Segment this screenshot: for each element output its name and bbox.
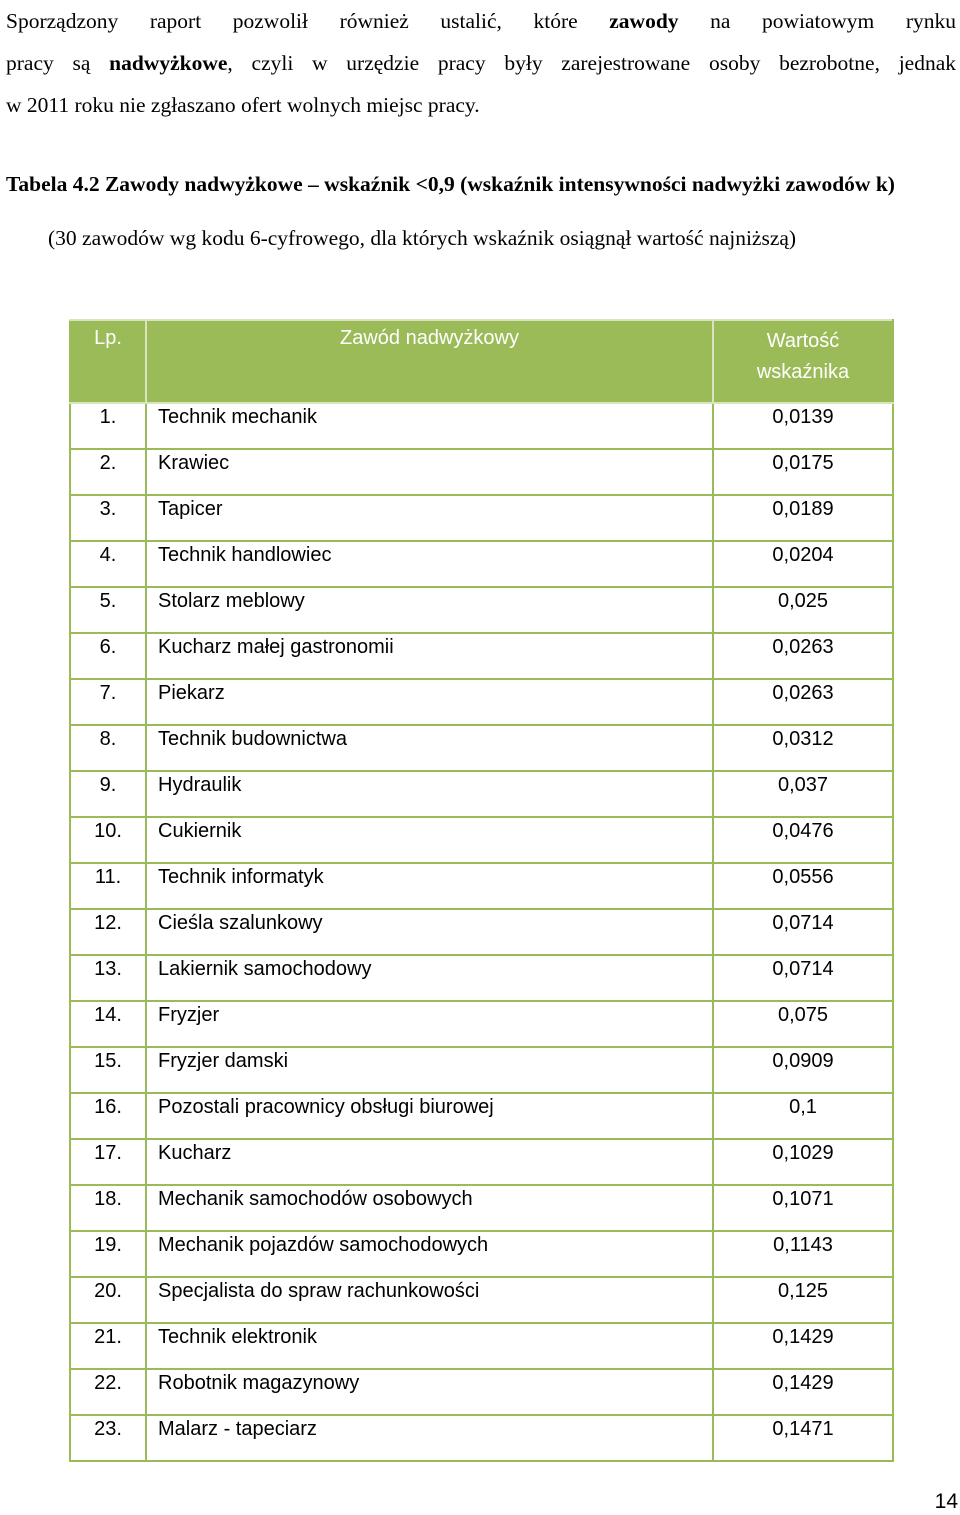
table-row xyxy=(70,1415,893,1461)
row-value: 0,1143 xyxy=(713,1231,893,1277)
row-value: 0,0556 xyxy=(713,863,893,909)
page-number: 14 xyxy=(934,1490,958,1513)
table-row xyxy=(70,403,893,449)
row-number: 14. xyxy=(70,1001,146,1047)
row-value: 0,0312 xyxy=(713,725,893,771)
row-occupation: Piekarz xyxy=(146,679,713,725)
table-row xyxy=(70,771,893,817)
row-occupation: Mechanik pojazdów samochodowych xyxy=(146,1231,713,1277)
row-value: 0,0263 xyxy=(713,679,893,725)
row-occupation: Kucharz małej gastronomii xyxy=(146,633,713,679)
row-number: 2. xyxy=(70,449,146,495)
row-occupation: Tapicer xyxy=(146,495,713,541)
table-row xyxy=(70,1047,893,1093)
row-number: 23. xyxy=(70,1415,146,1461)
table-row xyxy=(70,679,893,725)
table-row xyxy=(70,495,893,541)
row-occupation: Technik mechanik xyxy=(146,403,713,449)
row-occupation: Technik elektronik xyxy=(146,1323,713,1369)
row-value: 0,075 xyxy=(713,1001,893,1047)
row-number: 4. xyxy=(70,541,146,587)
table-row xyxy=(70,1001,893,1047)
intro-text: pracy są xyxy=(6,51,110,75)
row-value: 0,1429 xyxy=(713,1369,893,1415)
intro-paragraph xyxy=(6,0,956,126)
row-value: 0,125 xyxy=(713,1277,893,1323)
row-occupation: Technik budownictwa xyxy=(146,725,713,771)
row-number: 9. xyxy=(70,771,146,817)
row-number: 7. xyxy=(70,679,146,725)
table-caption xyxy=(6,168,956,200)
row-number: 17. xyxy=(70,1139,146,1185)
row-number: 18. xyxy=(70,1185,146,1231)
row-number: 1. xyxy=(70,403,146,449)
row-value: 0,0139 xyxy=(713,403,893,449)
row-occupation: Cieśla szalunkowy xyxy=(146,909,713,955)
occupations-table xyxy=(69,319,894,1462)
table-row xyxy=(70,1323,893,1369)
header-value-line-1: Wartość xyxy=(766,330,840,352)
header-value-line-2: wskaźnika xyxy=(756,361,850,383)
table-subcaption: (30 zawodów wg kodu 6-cyfrowego, dla których wskaźnik osiągnął wartość najniższą) xyxy=(48,226,797,250)
row-occupation: Technik informatyk xyxy=(146,863,713,909)
row-occupation: Stolarz meblowy xyxy=(146,587,713,633)
row-number: 22. xyxy=(70,1369,146,1415)
intro-text: na powiatowym rynku xyxy=(678,9,956,33)
intro-text: , czyli w urzędzie pracy były zarejestrowane osoby bezrobotne, jednak xyxy=(227,51,957,75)
intro-line-3: w 2011 roku nie zgłaszano ofert wolnych miejsc pracy. xyxy=(6,93,480,117)
row-number: 6. xyxy=(70,633,146,679)
row-value: 0,0204 xyxy=(713,541,893,587)
row-occupation: Lakiernik samochodowy xyxy=(146,955,713,1001)
row-value: 0,0175 xyxy=(713,449,893,495)
row-number: 19. xyxy=(70,1231,146,1277)
intro-bold-term: zawody xyxy=(609,9,679,33)
row-number: 8. xyxy=(70,725,146,771)
row-occupation: Pozostali pracownicy obsługi biurowej xyxy=(146,1093,713,1139)
row-number: 13. xyxy=(70,955,146,1001)
table-row xyxy=(70,1277,893,1323)
table-row xyxy=(70,1185,893,1231)
row-value: 0,025 xyxy=(713,587,893,633)
row-number: 21. xyxy=(70,1323,146,1369)
table-row xyxy=(70,541,893,587)
row-occupation: Hydraulik xyxy=(146,771,713,817)
row-occupation: Specjalista do spraw rachunkowości xyxy=(146,1277,713,1323)
row-occupation: Malarz - tapeciarz xyxy=(146,1415,713,1461)
table-caption-label: Tabela 4.2 xyxy=(6,172,105,196)
row-occupation: Technik handlowiec xyxy=(146,541,713,587)
row-value: 0,0189 xyxy=(713,495,893,541)
table-row xyxy=(70,955,893,1001)
row-value: 0,1071 xyxy=(713,1185,893,1231)
header-value xyxy=(713,320,893,403)
row-occupation: Robotnik magazynowy xyxy=(146,1369,713,1415)
table-row xyxy=(70,587,893,633)
table-header-row xyxy=(70,320,893,403)
intro-line-2 xyxy=(6,42,956,84)
table-row xyxy=(70,1231,893,1277)
row-occupation: Mechanik samochodów osobowych xyxy=(146,1185,713,1231)
row-number: 10. xyxy=(70,817,146,863)
row-value: 0,0714 xyxy=(713,909,893,955)
row-value: 0,037 xyxy=(713,771,893,817)
table-row xyxy=(70,633,893,679)
intro-text: Sporządzony raport pozwolił również ustalić, które xyxy=(6,9,610,33)
row-number: 15. xyxy=(70,1047,146,1093)
row-occupation: Krawiec xyxy=(146,449,713,495)
row-occupation: Kucharz xyxy=(146,1139,713,1185)
row-number: 16. xyxy=(70,1093,146,1139)
row-number: 20. xyxy=(70,1277,146,1323)
row-number: 5. xyxy=(70,587,146,633)
row-number: 3. xyxy=(70,495,146,541)
intro-line-1 xyxy=(6,0,956,42)
row-value: 0,0909 xyxy=(713,1047,893,1093)
row-value: 0,0263 xyxy=(713,633,893,679)
table-row xyxy=(70,863,893,909)
table-row xyxy=(70,725,893,771)
row-value: 0,1471 xyxy=(713,1415,893,1461)
table-row xyxy=(70,1093,893,1139)
table-row xyxy=(70,449,893,495)
row-number: 11. xyxy=(70,863,146,909)
table-row xyxy=(70,1139,893,1185)
table-row xyxy=(70,1369,893,1415)
row-value: 0,1429 xyxy=(713,1323,893,1369)
row-value: 0,0714 xyxy=(713,955,893,1001)
row-value: 0,0476 xyxy=(713,817,893,863)
row-occupation: Fryzjer damski xyxy=(146,1047,713,1093)
row-number: 12. xyxy=(70,909,146,955)
header-lp: Lp. xyxy=(70,320,146,403)
header-occupation: Zawód nadwyżkowy xyxy=(146,320,713,403)
row-occupation: Cukiernik xyxy=(146,817,713,863)
intro-bold-term: nadwyżkowe xyxy=(109,51,228,75)
row-occupation: Fryzjer xyxy=(146,1001,713,1047)
row-value: 0,1 xyxy=(713,1093,893,1139)
table-row xyxy=(70,817,893,863)
table-row xyxy=(70,909,893,955)
table-caption-title: Zawody nadwyżkowe – wskaźnik <0,9 (wskaźnik intensywności nadwyżki zawodów k) xyxy=(104,172,895,196)
row-value: 0,1029 xyxy=(713,1139,893,1185)
